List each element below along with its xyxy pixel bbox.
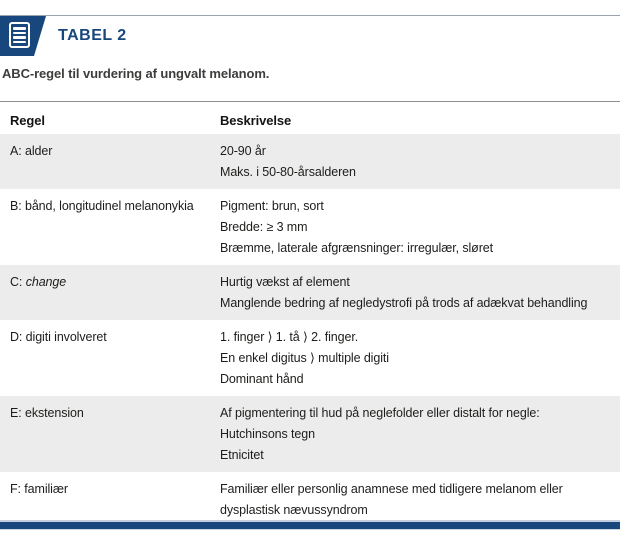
table-title: TABEL 2 xyxy=(58,27,127,44)
beskrivelse-line: Familiær eller personlig anamnese med tidligere melanom eller xyxy=(220,482,563,496)
regel-cell xyxy=(10,272,220,314)
regel-cell xyxy=(10,327,220,390)
beskrivelse-cell xyxy=(220,403,616,466)
regel-text-italic: change xyxy=(25,275,67,289)
icon-line xyxy=(13,41,26,44)
beskrivelse-line: Etnicitet xyxy=(220,448,264,462)
beskrivelse-line: Manglende bedring af negledystrofi på trods af adækvat behandling xyxy=(220,296,588,310)
beskrivelse-line: 1. finger ⟩ 1. tå ⟩ 2. finger. xyxy=(220,330,359,344)
bottom-divider-shadow xyxy=(0,529,620,530)
beskrivelse-cell xyxy=(220,141,616,183)
bottom-divider xyxy=(0,520,620,530)
abc-rule-table xyxy=(0,101,620,527)
regel-cell xyxy=(10,479,220,521)
regel-text: E: ekstension xyxy=(10,406,84,420)
beskrivelse-cell xyxy=(220,479,616,521)
regel-text: A: alder xyxy=(10,144,53,158)
beskrivelse-line: Hutchinsons tegn xyxy=(220,427,315,441)
beskrivelse-line: Dominant hånd xyxy=(220,372,304,386)
beskrivelse-cell xyxy=(220,196,616,259)
document-list-icon xyxy=(9,22,30,48)
table-row-c xyxy=(0,265,620,320)
regel-text: B: bånd, longitudinel melanonykia xyxy=(10,199,194,213)
table-row-a xyxy=(0,134,620,189)
beskrivelse-line: En enkel digitus ⟩ multiple digiti xyxy=(220,351,389,365)
beskrivelse-line: Af pigmentering til hud på neglefolder eller distalt for negle: xyxy=(220,406,540,420)
icon-line xyxy=(13,36,26,39)
beskrivelse-line: Hurtig vækst af element xyxy=(220,275,350,289)
regel-text: D: digiti involveret xyxy=(10,330,107,344)
beskrivelse-line: Maks. i 50-80-årsalderen xyxy=(220,165,356,179)
beskrivelse-cell xyxy=(220,327,616,390)
table-row-f xyxy=(0,472,620,527)
icon-line xyxy=(13,32,26,35)
regel-text: C: xyxy=(10,275,26,289)
table-row-b xyxy=(0,189,620,265)
beskrivelse-line: Bredde: ≥ 3 mm xyxy=(220,220,308,234)
beskrivelse-line: dysplastisk nævussyndrom xyxy=(220,503,368,517)
beskrivelse-cell xyxy=(220,272,616,314)
icon-line xyxy=(13,27,26,30)
regel-cell xyxy=(10,141,220,183)
bottom-divider-navy xyxy=(0,522,620,529)
regel-text: F: familiær xyxy=(10,482,68,496)
column-header-regel: Regel xyxy=(10,113,45,128)
beskrivelse-line: Pigment: brun, sort xyxy=(220,199,324,213)
table-banner xyxy=(0,16,46,56)
table-header-row xyxy=(0,102,620,134)
table-row-d xyxy=(0,320,620,396)
beskrivelse-line: Bræmme, laterale afgrænsninger: irregulær, sløret xyxy=(220,241,493,255)
column-header-beskrivelse: Beskrivelse xyxy=(220,113,292,128)
regel-cell xyxy=(10,403,220,466)
table-row-e xyxy=(0,396,620,472)
regel-cell xyxy=(10,196,220,259)
top-divider xyxy=(0,15,620,16)
beskrivelse-line: 20-90 år xyxy=(220,144,266,158)
table-caption: ABC-regel til vurdering af ungvalt melanom. xyxy=(2,66,270,81)
